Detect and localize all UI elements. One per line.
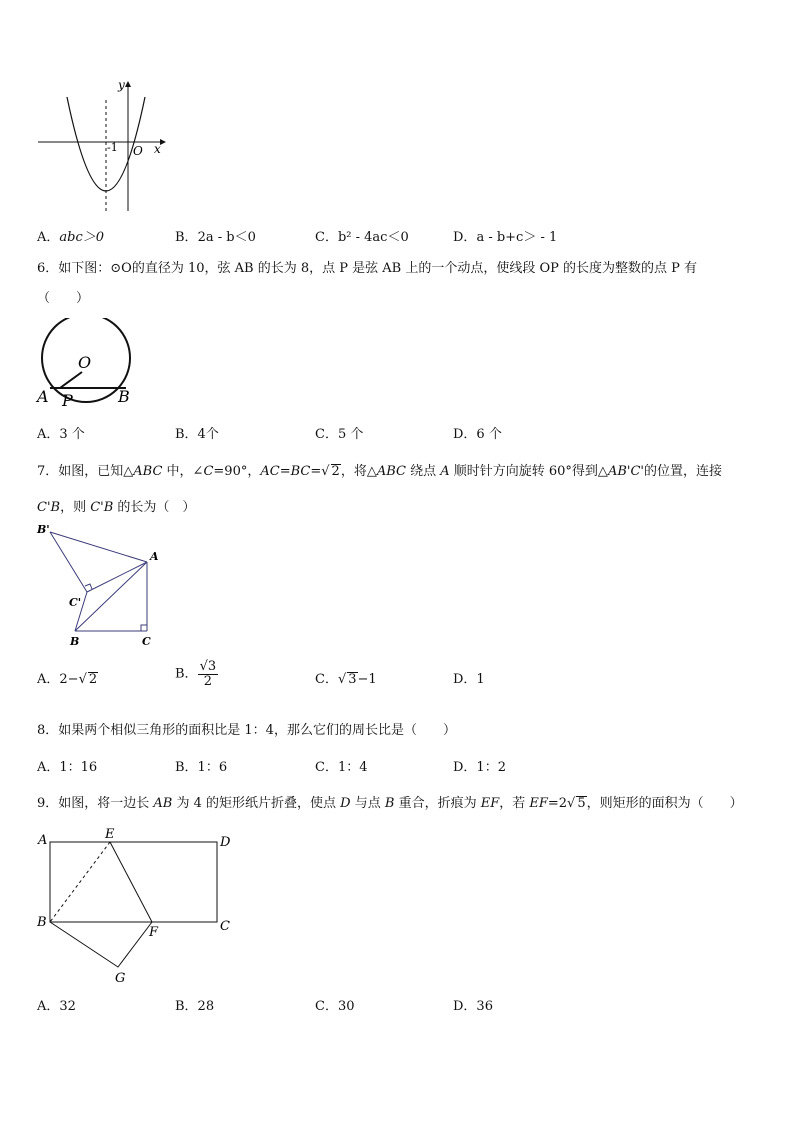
y-axis-arrow xyxy=(125,81,131,87)
label-b-prime: B' xyxy=(37,523,50,536)
q9-option-d[interactable]: D．36 xyxy=(453,999,493,1014)
q5-option-b[interactable] xyxy=(175,229,256,247)
label-b: B xyxy=(70,635,80,648)
origin-label: O xyxy=(133,144,143,158)
option-letter: D． xyxy=(453,230,477,245)
q6-option-b[interactable]: B．4个 xyxy=(175,427,219,442)
q8-option-d[interactable]: D．1：2 xyxy=(453,760,506,775)
label-p: P xyxy=(62,391,73,410)
neg-one-label: -1 xyxy=(107,141,118,154)
q5-option-c[interactable] xyxy=(315,229,409,247)
q9-rectangle-figure xyxy=(30,825,240,990)
q7-option-b[interactable]: B． $\frac{√3}{2}$ xyxy=(175,659,217,689)
label-b: B xyxy=(37,915,47,930)
q9-option-c[interactable]: C．30 xyxy=(315,999,355,1014)
q6-circle-figure xyxy=(34,318,144,410)
q8-stem: 8．如果两个相似三角形的面积比是 1：4，那么它们的周长比是（ ） xyxy=(37,723,456,738)
q7-option-c[interactable]: C．√ 3−1 xyxy=(315,672,377,687)
option-letter: C． xyxy=(315,230,338,245)
q5-option-d[interactable] xyxy=(453,229,557,247)
x-axis-arrow xyxy=(160,139,166,145)
q6-stem-line2: （ ） xyxy=(37,291,90,306)
label-a: A xyxy=(38,833,48,848)
q8-option-c[interactable]: C．1：4 xyxy=(315,760,368,775)
q5-parabola-graph xyxy=(30,75,170,220)
x-axis-label: x xyxy=(154,142,161,156)
label-o: O xyxy=(78,353,92,372)
label-b: B xyxy=(118,387,130,406)
q7-option-d[interactable]: D．1 xyxy=(453,672,485,687)
label-e: E xyxy=(105,827,115,842)
label-c: C xyxy=(142,635,151,648)
label-c: C xyxy=(220,919,230,934)
q8-option-b[interactable]: B．1：6 xyxy=(175,760,228,775)
q6-option-d[interactable]: D．6 个 xyxy=(453,427,502,442)
label-a: A xyxy=(150,550,159,563)
option-text: 2a - b＜0 xyxy=(197,230,256,245)
q9-stem: 9．如图，将一边长 AB 为 4 的矩形纸片折叠，使点 D 与点 B 重合，折痕为 EF，若 EF=2√ 5，则矩形的面积为（ ） xyxy=(37,796,743,811)
option-text: a - b+c＞ - 1 xyxy=(476,230,558,245)
q5-option-a[interactable] xyxy=(37,229,104,247)
q7-stem-line1: 7．如图，已知△ABC 中，∠C=90°，AC=BC=√ 2，将△ABC 绕点 A 顺时针方向旋转 60°得到△AB'C'的位置，连接 xyxy=(37,464,722,479)
q9-option-a[interactable]: A．32 xyxy=(37,999,76,1014)
q9-option-b[interactable]: B．28 xyxy=(175,999,215,1014)
label-f: F xyxy=(149,925,159,940)
label-g: G xyxy=(115,971,126,986)
y-axis-label: y xyxy=(118,78,125,92)
q8-option-a[interactable]: A．1：16 xyxy=(37,760,98,775)
q7-option-a[interactable]: A．2−√ 2 xyxy=(37,672,98,687)
q7-stem-line2: C'B，则 C'B 的长为（ ） xyxy=(37,500,196,515)
q6-stem-line1: 6．如下图：⊙O的直径为 10，弦 AB 的长为 8，点 P 是弦 AB 上的一个动点，使线段 OP 的长度为整数的点 P 有 xyxy=(37,261,698,276)
label-d: D xyxy=(220,835,231,850)
q7-triangle-figure xyxy=(34,520,164,652)
option-text: abc＞0 xyxy=(59,230,105,245)
label-c-prime: C' xyxy=(69,596,82,609)
q6-option-a[interactable]: A．3 个 xyxy=(37,427,85,442)
q6-option-c[interactable]: C．5 个 xyxy=(315,427,364,442)
option-letter: A． xyxy=(37,230,60,245)
segment-op xyxy=(60,372,82,388)
option-text: b² - 4ac＜0 xyxy=(337,230,409,245)
label-a: A xyxy=(37,387,49,406)
option-letter: B． xyxy=(175,230,198,245)
